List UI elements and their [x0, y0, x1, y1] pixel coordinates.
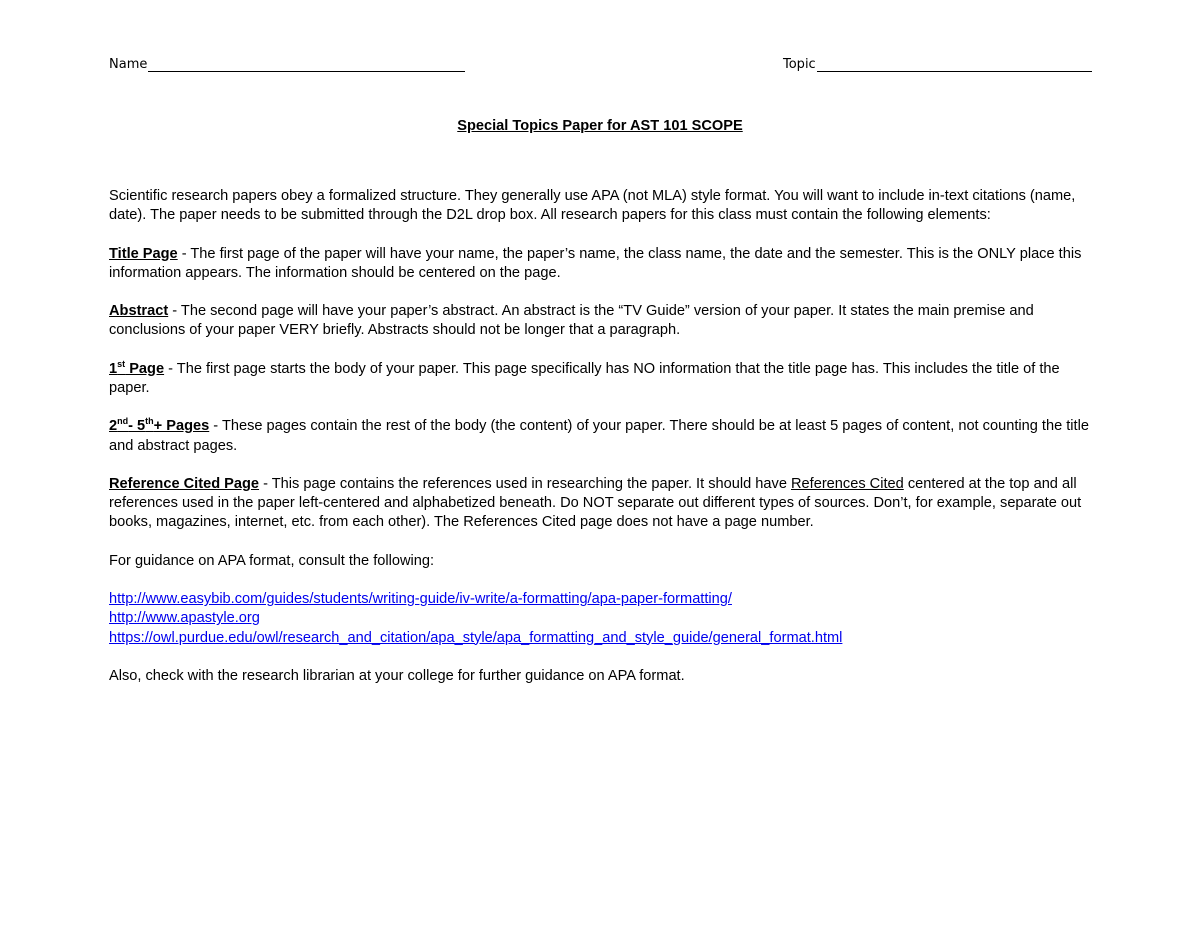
- topic-label: Topic: [783, 57, 816, 72]
- link-purdue-owl[interactable]: https://owl.purdue.edu/owl/research_and_citation/apa_style/apa_formatting_and_style_guide/general_format.html: [109, 629, 843, 646]
- title-page-label: Title Page: [109, 245, 178, 262]
- header-fields: [109, 57, 1092, 77]
- pages-label-b-sup: th: [145, 416, 154, 427]
- pages-label-a-sup: nd: [117, 416, 129, 427]
- first-page-label: [109, 358, 165, 377]
- abstract-paragraph: [109, 302, 1099, 340]
- abstract-label: Abstract: [109, 303, 169, 320]
- first-page-label-sup: st: [117, 358, 126, 369]
- first-page-paragraph: [109, 360, 1099, 398]
- pages-text: - These pages contain the rest of the body (the content) of your paper. There should be at least 5 pages of content, not counting the title and abstract pages.: [109, 418, 1089, 454]
- document-title: Special Topics Paper for AST 101 SCOPE: [457, 118, 743, 134]
- abstract-text: - The second page will have your paper’s abstract. An abstract is the “TV Guide” version of your paper. It states the main premise and conclusions of your paper VERY briefly. Abstracts should not be longer that a paragraph.: [109, 303, 1034, 339]
- link-easybib[interactable]: http://www.easybib.com/guides/students/writing-guide/iv-write/a-formatting/apa-paper-formatting/: [109, 591, 732, 608]
- pages-label-a: 2: [109, 418, 118, 435]
- document-body: [109, 187, 1099, 705]
- first-page-text: - The first page starts the body of your paper. This page specifically has NO information that the title page has. This includes the title of the paper.: [109, 360, 1060, 396]
- guidance-paragraph: For guidance on APA format, consult the following:: [109, 552, 435, 569]
- first-page-label-num: 1: [109, 360, 118, 377]
- pages-label-b: - 5: [128, 418, 146, 435]
- links-list: [109, 590, 1099, 648]
- pages-label: [109, 418, 209, 434]
- pages-paragraph: [109, 417, 1099, 455]
- link-apastyle[interactable]: http://www.apastyle.org: [109, 610, 260, 627]
- title-page-text: - The first page of the paper will have your name, the paper’s name, the class name, the date and the semester. This is the ONLY place this information appears. The information should be centered on the page.: [109, 245, 1082, 281]
- references-cited-underlined: References Cited: [791, 475, 904, 492]
- references-text-b: centered at the top and all references used in the paper left-centered and alphabetized beneath. Do NOT separate out different types of sources. Don’t, for example, separate out books, magazines, internet, etc. from each other). The References Cited page does not have a page number.: [109, 475, 1082, 531]
- name-field[interactable]: [109, 57, 465, 72]
- topic-field[interactable]: [783, 57, 1092, 72]
- pages-label-c: + Pages: [153, 418, 210, 435]
- name-label: Name: [109, 57, 148, 72]
- references-paragraph: [109, 475, 1099, 533]
- references-text-a: - This page contains the references used in researching the paper. It should have: [259, 475, 791, 492]
- first-page-label-rest: Page: [125, 360, 165, 377]
- references-label: Reference Cited Page: [109, 475, 260, 492]
- intro-paragraph: Scientific research papers obey a formalized structure. They generally use APA (not MLA) style format. You will want to include in-text citations (name, date). The paper needs to be submitted through the D2L drop box. All research papers for this class must contain the following elements:: [109, 188, 1076, 224]
- closing-paragraph: Also, check with the research librarian at your college for further guidance on APA format.: [109, 667, 685, 684]
- title-page-paragraph: [109, 245, 1099, 283]
- topic-line: [817, 57, 1092, 72]
- name-line: [148, 57, 465, 72]
